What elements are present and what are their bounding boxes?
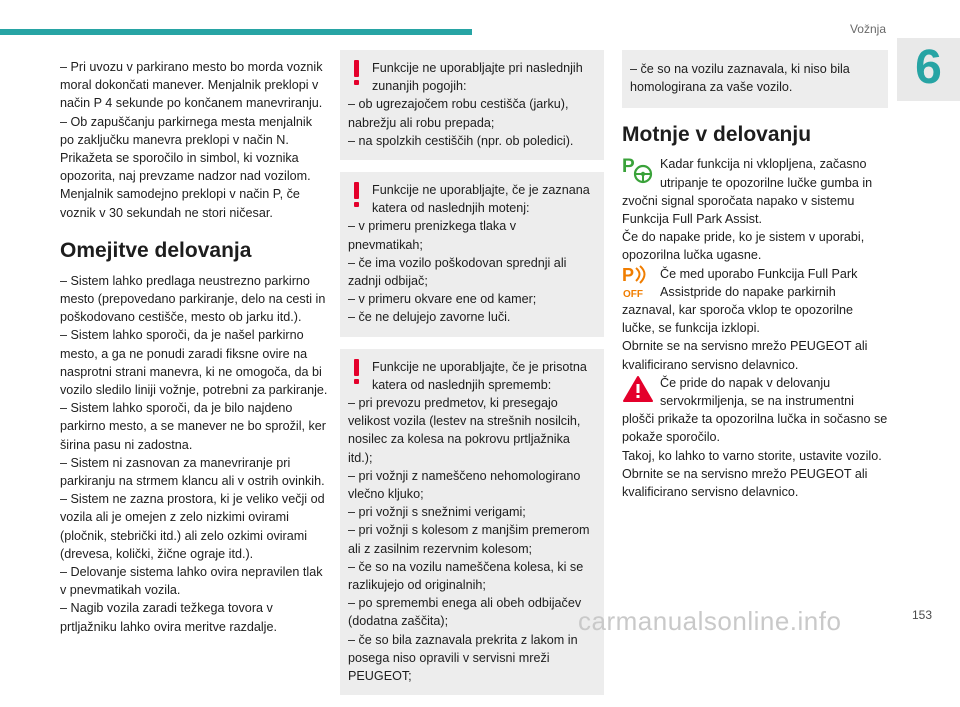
- info-box: [622, 50, 888, 108]
- exclamation-icon: [352, 60, 361, 85]
- warning-triangle-icon: [622, 374, 654, 408]
- warning-heading: Funkcije ne uporabljajte, če je zaznana katera od naslednjih motenj:: [372, 183, 590, 216]
- list-item: – če ne delujejo zavorne luči.: [348, 310, 511, 325]
- list-item: – če so na vozilu nameščena kolesa, ki se razlikujejo od originalnih;: [348, 559, 584, 593]
- paragraph: Če pride do napak v delovanju servokrmiljenja, se na instrumentni plošči prikaže ta opozorilna lučka in sočasno se pokaže sporočilo.: [622, 375, 888, 445]
- park-assist-green-icon: [622, 155, 654, 189]
- list-item: – pri vožnji s kolesom z manjšim premerom ali z zasilnim rezervnim kolesom;: [348, 523, 590, 556]
- list-item: – če so na vozilu zaznavala, ki niso bila homologirana za vaše vozilo.: [630, 62, 850, 95]
- paragraph: Kadar funkcija ni vklopljena, začasno utripanje te opozorilne lučke gumba in zvočni signal sporočata napako v sistemu Funkcija Full Park Assist.: [622, 157, 873, 227]
- list-item: – po spremembi enega ali obeh odbijačev (dodatna zaščita);: [348, 596, 582, 629]
- exclamation-icon: [352, 182, 361, 207]
- warning-box: [340, 50, 604, 160]
- list-item: – če so bila zaznavala prekrita z lakom in posega niso opravili v servisni mreži PEUGEOT;: [348, 632, 578, 684]
- watermark: carmanualsonline.info: [578, 606, 842, 636]
- paragraph: – Ob zapuščanju parkirnega mesta menjalnik po zaključku manevra preklopi v način N. Prikažeta se sporočilo in simbol, ki voznika opozorita, naj prevzame nadzor nad vozilom.: [60, 114, 313, 184]
- svg-text:P: P: [622, 156, 635, 178]
- list-item: – Sistem lahko sporoči, da je našel parkirno mesto, a ga ne ponudi zaradi fiksne ovire na nasprotni strani manevra, ki ne omogoča, da bi vozilo sledilo liniji vožnje, potrebni za parkiranje.: [60, 328, 328, 398]
- list-item: – Delovanje sistema lahko ovira nepravilen tlak v pnevmatikah vozila.: [60, 565, 323, 598]
- column-middle: [340, 50, 604, 707]
- warning-heading: Funkcije ne uporabljajte, če je prisotna katera od naslednjih sprememb:: [372, 359, 587, 392]
- column-left: [60, 58, 328, 636]
- list-item: – Sistem lahko predlaga neustrezno parkirno mesto (prepovedano parkiranje, delo na cesti in poškodovano cestišče, mesto ob jarku itd.).: [60, 273, 326, 325]
- warning-box: [340, 349, 604, 696]
- paragraph: Obrnite se na servisno mrežo PEUGEOT ali kvalificirano servisno delavnico.: [622, 466, 868, 500]
- list-item: – v primeru prenizkega tlaka v pnevmatikah;: [348, 219, 516, 252]
- chapter-tab: [897, 38, 960, 101]
- paragraph: – Pri uvozu v parkirano mesto bo morda voznik moral dokončati manever. Menjalnik preklopi v način P 4 sekunde po končanem manevriranju.: [60, 60, 323, 111]
- list-item: – Nagib vozila zaradi težkega tovora v prtljažniku lahko ovira meritve razdalje.: [60, 601, 277, 634]
- svg-text:P: P: [622, 264, 635, 285]
- heading-malfunctions: Motnje v delovanju: [622, 123, 812, 147]
- paragraph: Menjalnik samodejno preklopi v način P, če voznik v 30 sekundah ne stori ničesar.: [60, 187, 300, 220]
- list-item: – ob ugrezajočem robu cestišča (jarku), nabrežju ali robu prepada;: [348, 97, 569, 130]
- list-item: – na spolzkih cestiščih (npr. ob poledici).: [348, 133, 574, 148]
- list-item: – pri vožnji s snežnimi verigami;: [348, 505, 526, 520]
- list-item: – Sistem lahko sporoči, da je bilo najdeno parkirno mesto, a se manever ne bo sprožil, ker širina pasu ni zadostna.: [60, 401, 326, 452]
- paragraph: Obrnite se na servisno mrežo PEUGEOT ali kvalificirano servisno delavnico.: [622, 339, 868, 372]
- heading-limitations: Omejitve delovanja: [60, 238, 252, 262]
- exclamation-icon: [352, 359, 361, 384]
- warning-heading: Funkcije ne uporabljajte pri naslednjih zunanjih pogojih:: [372, 61, 583, 94]
- column-right: [622, 50, 888, 501]
- top-accent-bar: [0, 29, 472, 35]
- warning-box: [340, 172, 604, 337]
- paragraph: Če do napake pride, ko je sistem v uporabi, opozorilna lučka ugasne.: [622, 230, 865, 263]
- list-item: – če ima vozilo poškodovan sprednji ali zadnji odbijač;: [348, 255, 567, 289]
- park-assist-off-icon: [622, 265, 654, 299]
- list-item: – v primeru okvare ene od kamer;: [348, 292, 537, 307]
- list-item: – pri prevozu predmetov, ki presegajo velikost vozila (lestev na strešnih nosilcih, nosilec za kolesa na pokrovu prtljažnika itd.);: [348, 396, 581, 465]
- list-item: – Sistem ni zasnovan za manevriranje pri parkiranju na strmem klancu ali v ostrih ovinkih.: [60, 455, 325, 489]
- paragraph: Takoj, ko lahko to varno storite, ustavite vozilo.: [622, 448, 882, 463]
- off-label: OFF: [623, 288, 643, 299]
- section-title: Vožnja: [849, 22, 886, 36]
- list-item: – Sistem ne zazna prostora, ki je veliko večji od vozila ali je omejen z zelo nizkimi ovirami (pločnik, stebrički itd.) ali zelo ozkimi ovirami (drevesa, količki, žične ograje itd.).: [60, 492, 325, 561]
- paragraph: Če med uporabo Funkcija Full Park Assistpride do napake parkirnih zaznaval, kar sporoča vklop te opozorilne lučke, se funkcija izklopi.: [622, 266, 858, 336]
- list-item: – pri vožnji z nameščeno nehomologirano vlečno kljuko;: [348, 468, 581, 502]
- chapter-number: 6: [915, 41, 942, 94]
- page-number: 153: [911, 608, 932, 622]
